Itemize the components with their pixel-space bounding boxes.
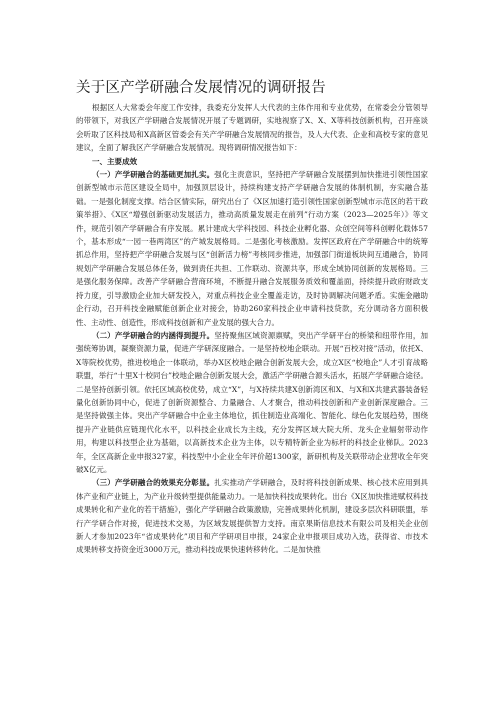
paragraph-1-text: 强化主责意识，坚持把产学研融合发展摆到加快推进引领性国家创新型城市示范区建设全局中，加强顶层设计，持续构建支持产学研融合发展的体制机制，夯实融合基础。一是强化制度支撑。结合区情实际，研究出台了《X区加速打造引领性国家创新型城市示范区的若干政策举措》、《X区“增强创新驱动发展活力，推动高质量发展走在前列”行动方案（2023—2025年）》等文件，规范引领产学研融合有序发展。累计建成大学科技园、科技企业孵化器、众创空间等科创孵化载体57个，基本形成“一园一巷两湾区”的产城发展格局。二是强化考核激励。发挥区政府在产学研融合中的统筹抓总作用，坚持把产学研融合发展与区“创新活力榜”考核同步推进，加强部门街道板块间互通融合，协同规划产学研融合发展总体任务，做到责任共担、工作联动、资源共享，形成全域协同创新的发展格局。三是强化服务保障。改善产学研融合营商环境，不断提升融合发展服务质效和覆盖面，持续提升政府财政支持力度，引导激励企业加大研发投入，对重点科技企业全覆盖走访，及时协调解决问题矛盾。实施金融助企行动，召开科技金融赋能创新企业对接会，协助260家科技企业申请科技贷款，充分调动各方面积极性、主动性、创造性，形成科技创新和产业发展的强大合力。 — [76, 170, 429, 327]
paragraph-2-lead: （二）产学研融合的内涵得到提升。 — [92, 330, 215, 340]
section-heading: 一、主要成效 — [92, 156, 138, 166]
paragraph-3 — [76, 476, 428, 556]
paragraph-3-text: 扎实推动产学研融合，及时将科技创新成果、核心技术应用到具体产业和产业链上，为产业升级转型提供能量动力。一是加快科技成果转化。出台《X区加快推进赋权科技成果转化和产业化的若干措施》，强化产学研融合政策激励，完善成果转化机制，建设多层次科研联盟，举行产学研合作对接，促进技术交易，为区域发展提供智力支持。南京果斯信息技术有限公司及相关企业创新人才参加2023年“省成果转化”项目和产学研项目申报，24家企业申报项目成功入选，获得省、市技术成果转移支持资金近3000万元，推动科技成果快速转移转化。二是加快推 — [76, 478, 429, 555]
paragraph-3-lead: （三）产学研融合的效果充分彰显。 — [92, 478, 215, 488]
intro-paragraph: 根据区人大常委会年度工作安排，我委充分发挥人大代表的主体作用和专业优势，在常委会分管领导的带领下，对我区产学研融合发展情况开展了专题调研，实地视察了X、X、X等科技创新机构，召开座谈会听取了区科技局和X高新区管委会有关产学研融合发展情况的报告，及人大代表、企业和高校专家的意见建议，全面了解我区产学研融合发展情况。现将调研情况报告如下： — [76, 103, 428, 153]
paragraph-1 — [76, 168, 428, 329]
document-title: 关于区产学研融合发展情况的调研报告 — [76, 80, 326, 96]
document-body — [76, 101, 428, 557]
paragraph-2 — [76, 329, 428, 476]
paragraph-1-lead: （一）产学研融合的基础更加扎实。 — [92, 170, 215, 180]
paragraph-2-text: 坚持聚焦区域资源禀赋，突出产学研平台的桥梁和纽带作用，加强统筹协调，凝聚资源力量，促进产学研深度融合。一是坚持校地企联动。开展“百校对接”活动，依托X、X等院校优势，推进校地企一体联动，举办X区校地企融合创新发展大会，成立X区“校地企”人才引育战略联盟，举行“十里X十校同台”校地企融合创新发展大会，激活产学研融合源头活水，拓展产学研融合途径。二是坚持创新引领。依托区域高校优势，成立“X”，与X持续共建X创新湾区和X、与X和X共建武器装备轻量化创新协同中心，促进了创新资源整合、力量融合、人才聚合，推动科技创新和产业创新深度融合。三是坚持做强主体。突出产学研融合中企业主体地位，抓住制造业高端化、智能化、绿色化发展趋势，围绕提升产业链供应链现代化水平，以科技企业成长为主线，充分发挥区域大院大所、龙头企业辐射带动作用，构建以科技型企业为基础，以高新技术企业为主体，以专精特新企业为标杆的科技企业梯队。2023年，全区高新企业申报327家，科技型中小企业全年评价超1300家，新研机构及关联带动企业营收全年突破X亿元。 — [76, 330, 429, 474]
